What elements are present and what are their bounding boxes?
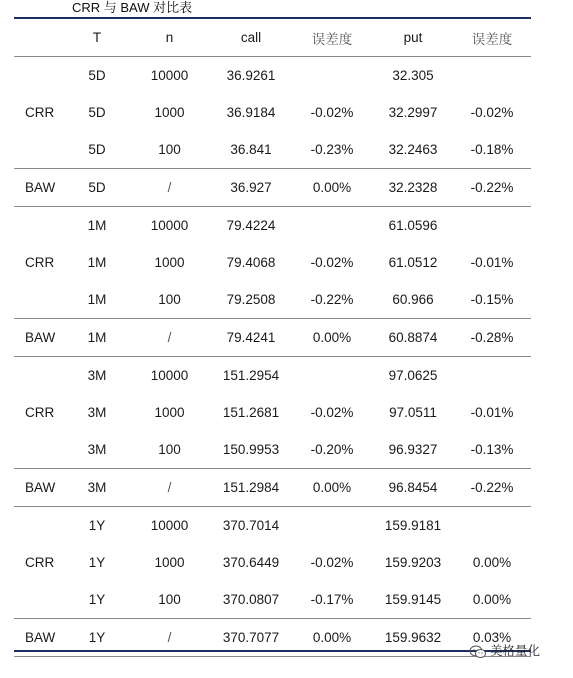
table-row	[14, 244, 531, 281]
cell-n: 100	[158, 442, 181, 457]
cell-call: 151.2681	[222, 405, 280, 420]
cell-call-error: 0.00%	[291, 469, 373, 507]
cell-put: 97.0511	[389, 405, 437, 420]
header-method	[14, 19, 66, 57]
cell-t: 1Y	[88, 592, 106, 607]
table-row	[14, 544, 531, 581]
cell-put: 32.2463	[388, 142, 438, 157]
cell-t: 3M	[66, 469, 128, 507]
table-row	[14, 57, 531, 95]
cell-call-error: -0.22%	[310, 292, 354, 307]
table-row	[14, 281, 531, 319]
cell-call: 79.2508	[226, 292, 276, 307]
cell-n: 10000	[150, 68, 189, 83]
cell-n: 1000	[154, 555, 185, 570]
cell-call: 79.4241	[211, 319, 291, 357]
cell-call-error: -0.17%	[310, 592, 354, 607]
cell-call: 36.9184	[226, 105, 276, 120]
cell-n: /	[128, 319, 211, 357]
header-n: n	[128, 19, 211, 57]
method-cell-crr: CRR	[25, 105, 55, 120]
cell-call-error: -0.02%	[310, 255, 354, 270]
table-row	[14, 207, 531, 245]
cell-put: 159.9181	[384, 518, 442, 533]
cell-n: 100	[158, 592, 181, 607]
method-cell-crr: CRR	[25, 255, 55, 270]
cell-put-error: -0.01%	[470, 405, 514, 420]
cell-call: 79.4224	[226, 218, 276, 233]
cell-call: 36.927	[211, 169, 291, 207]
cell-put: 97.0625	[388, 368, 438, 383]
cell-t: 3M	[87, 368, 107, 383]
header-put-error: 误差度	[453, 19, 531, 57]
table-row	[14, 581, 531, 619]
table-caption: CRR 与 BAW 对比表	[72, 0, 193, 15]
cell-call-error	[291, 57, 373, 95]
cell-put-error: -0.01%	[470, 255, 514, 270]
cell-put-error: 0.03%	[453, 619, 531, 657]
watermark-text: 美格量化	[490, 644, 541, 658]
cell-n: 10000	[150, 218, 189, 233]
method-cell-baw: BAW	[14, 319, 66, 357]
cell-put: 159.9145	[384, 592, 442, 607]
cell-put: 60.966	[392, 292, 434, 307]
cell-call: 151.2954	[222, 368, 280, 383]
cell-call: 150.9953	[222, 442, 280, 457]
cell-put-error: -0.18%	[470, 142, 514, 157]
cell-t: 1M	[87, 255, 107, 270]
header-put: put	[373, 19, 453, 57]
table-row	[14, 394, 531, 431]
cell-call: 370.0807	[222, 592, 280, 607]
header-t: T	[66, 19, 128, 57]
cell-put: 32.305	[392, 68, 434, 83]
cell-n: /	[128, 169, 211, 207]
cell-t: 1M	[66, 319, 128, 357]
cell-t: 5D	[66, 169, 128, 207]
table-row	[14, 431, 531, 469]
cell-put-error	[453, 507, 531, 545]
cell-t: 5D	[88, 68, 106, 83]
table-body	[14, 57, 531, 657]
table-row	[14, 357, 531, 395]
cell-n: /	[128, 619, 211, 657]
table-row	[14, 507, 531, 545]
cell-put: 159.9203	[384, 555, 442, 570]
cell-call: 370.7077	[211, 619, 291, 657]
table-row	[14, 131, 531, 169]
cell-call-error: 0.00%	[291, 619, 373, 657]
cell-put: 159.9632	[373, 619, 453, 657]
cell-put: 96.9327	[388, 442, 438, 457]
table-row-baw	[14, 469, 531, 507]
cell-t: 1Y	[88, 518, 106, 533]
table-row	[14, 94, 531, 131]
header-call: call	[211, 19, 291, 57]
cell-put: 60.8874	[373, 319, 453, 357]
cell-call-error: -0.02%	[310, 555, 354, 570]
cell-put-error: -0.15%	[470, 292, 514, 307]
cell-put: 61.0596	[388, 218, 438, 233]
cell-call: 36.841	[230, 142, 272, 157]
cell-call: 370.7014	[222, 518, 280, 533]
cell-put-error: -0.02%	[470, 105, 514, 120]
cell-put-error	[453, 357, 531, 395]
cell-n: 1000	[154, 105, 185, 120]
cell-n: 100	[158, 292, 181, 307]
cell-call-error: -0.20%	[310, 442, 354, 457]
crr-baw-comparison-table	[14, 19, 531, 657]
table-row-baw	[14, 169, 531, 207]
cell-call-error	[291, 207, 373, 245]
cell-put-error: 0.00%	[472, 555, 512, 570]
cell-call-error	[291, 357, 373, 395]
cell-put: 32.2328	[373, 169, 453, 207]
cell-put-error: -0.28%	[453, 319, 531, 357]
watermark	[469, 641, 540, 659]
cell-put-error: -0.22%	[453, 169, 531, 207]
cell-call-error	[291, 507, 373, 545]
cell-t: 3M	[87, 442, 107, 457]
cell-put: 96.8454	[373, 469, 453, 507]
cell-call-error: 0.00%	[291, 169, 373, 207]
cell-call: 370.6449	[222, 555, 280, 570]
bottom-rule	[14, 650, 531, 652]
cell-t: 1Y	[88, 555, 106, 570]
header-call-error: 误差度	[291, 19, 373, 57]
cell-call-error: -0.02%	[310, 105, 354, 120]
method-cell-baw: BAW	[14, 469, 66, 507]
cell-call-error: -0.02%	[310, 405, 354, 420]
cell-call-error: -0.23%	[310, 142, 354, 157]
cell-n: 1000	[154, 255, 185, 270]
cell-n: 10000	[150, 518, 189, 533]
cell-put-error: 0.00%	[472, 592, 512, 607]
cell-put-error: -0.13%	[470, 442, 514, 457]
cell-t: 3M	[87, 405, 107, 420]
method-cell-crr: CRR	[25, 555, 55, 570]
cell-n: /	[128, 469, 211, 507]
cell-n: 10000	[150, 368, 189, 383]
cell-put-error	[453, 207, 531, 245]
cell-t: 1Y	[66, 619, 128, 657]
cell-put-error: -0.22%	[453, 469, 531, 507]
cell-call: 36.9261	[226, 68, 276, 83]
method-cell-crr: CRR	[25, 405, 55, 420]
cell-call: 79.4068	[226, 255, 276, 270]
method-cell-baw: BAW	[14, 619, 66, 657]
cell-call-error: 0.00%	[291, 319, 373, 357]
cell-t: 1M	[87, 292, 107, 307]
cell-t: 1M	[87, 218, 107, 233]
cell-put-error	[453, 57, 531, 95]
cell-n: 100	[158, 142, 181, 157]
cell-put: 61.0512	[388, 255, 438, 270]
method-cell-baw: BAW	[14, 169, 66, 207]
table-row-baw	[14, 319, 531, 357]
wechat-icon	[469, 645, 487, 659]
cell-t: 5D	[88, 105, 106, 120]
cell-t: 5D	[88, 142, 106, 157]
cell-n: 1000	[154, 405, 185, 420]
cell-call: 151.2984	[211, 469, 291, 507]
header-row	[14, 19, 531, 57]
cell-put: 32.2997	[388, 105, 438, 120]
